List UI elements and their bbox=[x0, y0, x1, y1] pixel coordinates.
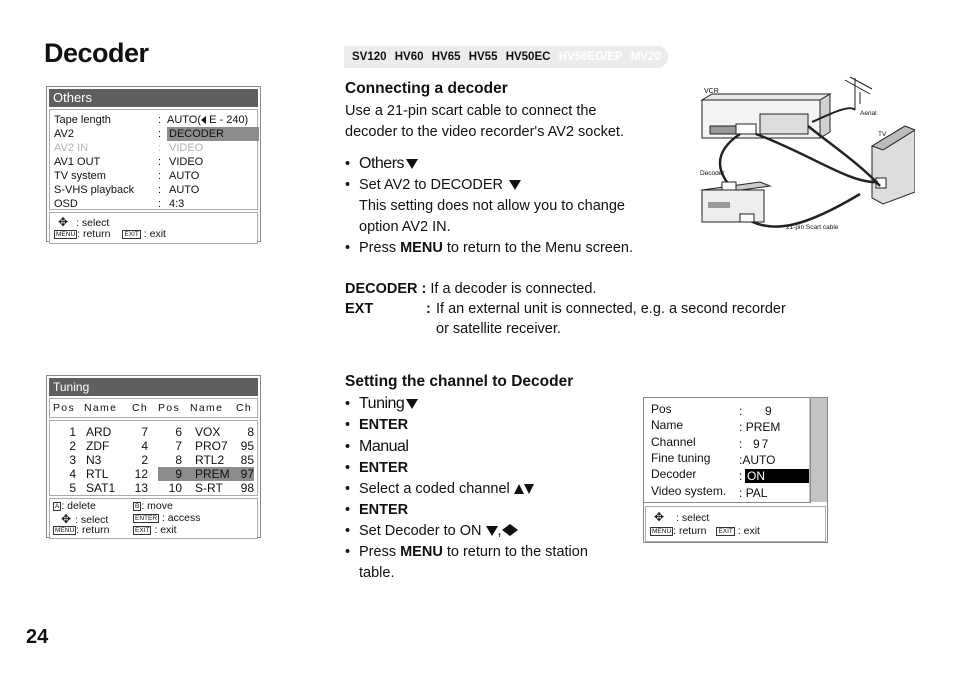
menu-key-icon: MENU bbox=[55, 527, 75, 534]
connection-diagram bbox=[700, 74, 915, 234]
label-scart-cable: 21-pin Scart cable bbox=[786, 224, 839, 231]
model-label: SV120 bbox=[352, 51, 387, 63]
setting-heading: Setting the channel to Decoder bbox=[345, 373, 574, 390]
up-arrow-icon bbox=[514, 484, 524, 494]
menu-key-icon: MENU bbox=[56, 231, 76, 238]
tuning-menu-header: Tuning bbox=[49, 378, 258, 396]
others-menu-footer: ✥ : select MENU : return EXIT : exit bbox=[49, 212, 258, 244]
connection-diagram-svg bbox=[700, 74, 915, 234]
model-bar bbox=[344, 46, 700, 68]
label-decoder: Decoder bbox=[700, 170, 725, 177]
step-item: • Others bbox=[345, 153, 705, 175]
setting-steps bbox=[345, 393, 635, 584]
table-row: 3 N3 2 8 RTL2 85 bbox=[69, 453, 254, 467]
cross-arrows-icon: ✥ bbox=[61, 512, 72, 526]
model-label: HV50EC bbox=[505, 51, 551, 63]
step-item: • Tuning bbox=[345, 393, 635, 415]
label-aerial: Aerial bbox=[860, 110, 877, 117]
enter-key-icon: ENTER bbox=[135, 515, 158, 522]
menu-row: AV2 IN : VIDEO bbox=[54, 142, 204, 154]
exit-key-icon: EXIT bbox=[124, 231, 139, 238]
menu-row: OSD : 4:3 bbox=[54, 198, 185, 210]
manual-menu-footer: ✥ : select MENU : return EXIT : exit bbox=[645, 506, 826, 542]
step-item: • Press MENU to return to the station bbox=[345, 544, 588, 560]
cross-arrows-icon: ✥ bbox=[58, 215, 69, 229]
decoder-on-value: ON bbox=[745, 469, 809, 483]
manual-tuning-menu bbox=[643, 397, 828, 543]
left-arrow-icon bbox=[201, 116, 206, 124]
step-item: table. bbox=[359, 565, 395, 581]
down-arrow-icon bbox=[406, 399, 418, 409]
down-arrow-icon bbox=[486, 526, 498, 536]
connecting-steps bbox=[345, 153, 705, 259]
exit-key-icon: EXIT bbox=[718, 528, 733, 535]
model-label-grey: MV20 bbox=[630, 51, 661, 63]
right-arrow-icon bbox=[510, 524, 518, 536]
table-row: 4 RTL 12 9 PREM 97 bbox=[69, 467, 254, 481]
step-note: This setting does not allow you to change option AV2 IN. bbox=[359, 198, 625, 235]
highlighted-value: DECODER bbox=[167, 127, 259, 141]
label-tv: TV bbox=[878, 131, 887, 138]
step-item: • Press MENU to return to the Menu screen. bbox=[345, 240, 634, 256]
down-arrow-icon bbox=[406, 159, 418, 169]
menu-key-icon: MENU bbox=[652, 528, 672, 535]
def-term: EXT bbox=[345, 301, 374, 317]
table-row: 2 ZDF 4 7 PRO7 95 bbox=[69, 439, 254, 453]
others-menu-header: Others bbox=[49, 89, 258, 107]
page-number: 24 bbox=[26, 626, 49, 648]
tuning-menu bbox=[46, 375, 261, 538]
menu-row: TV system : AUTO bbox=[54, 170, 200, 182]
tuning-table bbox=[49, 420, 258, 496]
tuning-menu-footer: A : delete B : move ✥ : select ENTER : access MENU : return EXIT : exit bbox=[49, 498, 258, 539]
left-arrow-icon bbox=[502, 524, 510, 536]
exit-key-icon: EXIT bbox=[135, 527, 150, 534]
model-label-grey: HV50EG/EP bbox=[558, 51, 623, 63]
step-item: • Set AV2 to DECODER bbox=[345, 175, 705, 196]
step-item: • Set Decoder to ON , bbox=[345, 521, 635, 542]
others-menu-body bbox=[49, 109, 258, 210]
menu-shade bbox=[809, 398, 827, 502]
manual-menu-body: Pos : 9 Name : PREM Channel : 97 Fine tuning :AUTO Decoder : ON Video system. : PAL bbox=[644, 398, 811, 503]
step-item: • ENTER bbox=[345, 502, 409, 518]
def-term: DECODER : bbox=[345, 281, 427, 297]
model-label: HV60 bbox=[394, 51, 424, 63]
table-row: 5 SAT1 13 10 S-RT 98 bbox=[69, 481, 254, 495]
menu-row: AV1 OUT : VIDEO bbox=[54, 156, 204, 168]
connecting-heading: Connecting a decoder bbox=[345, 80, 508, 97]
menu-row: Tape length : AUTO( E - 240) bbox=[54, 114, 249, 126]
menu-row: S-VHS playback : AUTO bbox=[54, 184, 200, 196]
table-row: 1 ARD 7 6 VOX 8 bbox=[69, 425, 254, 439]
down-arrow-icon bbox=[509, 180, 521, 190]
step-item: • ENTER bbox=[345, 460, 409, 476]
tuning-column-header: Pos Name Ch Pos Name Ch bbox=[49, 398, 258, 418]
step-item: • ENTER bbox=[345, 417, 409, 433]
model-label-grey: MV15 bbox=[669, 51, 700, 63]
label-vcr: VCR bbox=[704, 88, 719, 95]
connecting-intro: Use a 21-pin scart cable to connect the decoder to the video recorder's AV2 socket. bbox=[345, 103, 624, 140]
menu-row: AV2 : DECODER bbox=[54, 127, 257, 141]
decoder-definitions: DECODER : If a decoder is connected. EXT : If an external unit is connected, e.g. a second recorder or satellite receiver. bbox=[345, 281, 786, 337]
step-item: • Select a coded channel bbox=[345, 479, 635, 500]
cross-arrows-icon: ✥ bbox=[654, 510, 665, 524]
down-arrow-icon bbox=[524, 484, 534, 494]
page-title: Decoder bbox=[44, 38, 149, 68]
others-menu bbox=[46, 86, 261, 242]
model-label: HV65 bbox=[431, 51, 461, 63]
model-label: HV55 bbox=[468, 51, 498, 63]
step-item: • Manual bbox=[345, 438, 409, 455]
a-key-icon: A bbox=[55, 503, 60, 510]
b-key-icon: B bbox=[135, 503, 140, 510]
